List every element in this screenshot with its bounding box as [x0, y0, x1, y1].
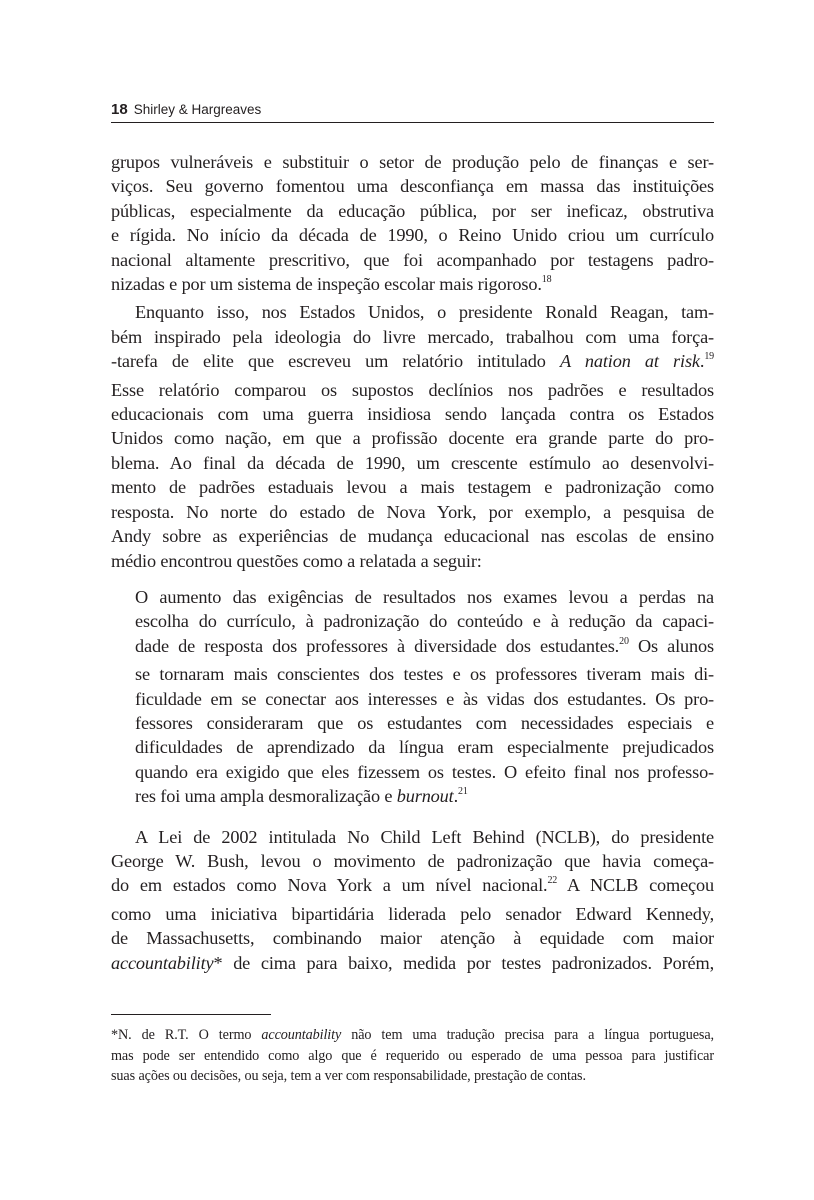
text-line: nacional altamente prescritivo, que foi acompanhado por testagens padro-: [111, 249, 714, 270]
text-fragment: .: [699, 351, 705, 372]
text-line: [111, 873, 714, 901]
text-line: como uma iniciativa bipartidária liderada pelo senador Edward Kennedy,: [111, 903, 714, 924]
text-fragment: -tarefa de elite que escreveu um relatório intitulado: [111, 351, 560, 372]
text-fragment: res foi uma ampla desmoralização e: [135, 786, 397, 807]
text-line: de Massachusetts, combinando maior atenção à equidade com maior: [111, 928, 714, 949]
text-line: [111, 951, 714, 975]
text-line: blema. Ao final da década de 1990, um crescente estímulo ao desenvolvi-: [111, 452, 714, 473]
running-head-authors: Shirley & Hargreaves: [133, 102, 262, 117]
footnote-ref-18: 18: [541, 274, 552, 286]
paragraph: [111, 825, 714, 975]
footnote-divider: [111, 1014, 271, 1015]
text-line: viços. Seu governo fomentou uma desconfiança em massa das instituições: [111, 176, 714, 197]
text-line: públicas, especialmente da educação pública, por ser ineficaz, obstrutiva: [111, 200, 714, 221]
page-number: 18: [111, 101, 128, 118]
emphasis: accountability: [111, 952, 214, 973]
text-fragment: *N. de R.T. O termo: [111, 1027, 262, 1043]
text-line: [111, 349, 714, 377]
text-line: Andy sobre as experiências de mudança educacional nas escolas de ensino: [111, 526, 714, 547]
text-line: George W. Bush, levou o movimento de padronização que havia começa-: [111, 850, 714, 871]
text-line: Esse relatório comparou os supostos declínios nos padrões e resultados: [111, 379, 714, 400]
paragraph: [111, 300, 714, 572]
text-fragment: * de cima para baixo, medida por testes padronizados. Porém,: [213, 952, 714, 973]
footnote-line: [111, 1025, 714, 1046]
quote-line: fessores consideraram que os estudantes com necessidades especiais e: [135, 712, 714, 733]
body-text: [111, 150, 714, 975]
text-fragment: A NCLB começou: [557, 875, 714, 896]
emphasis: burnout: [396, 786, 454, 807]
quote-line: [135, 784, 714, 812]
footnote-line: mas pode ser entendido como algo que é requerido ou esperado de uma pessoa para justificar: [111, 1047, 714, 1064]
footnote-ref-21: 21: [458, 786, 468, 798]
text-line: Enquanto isso, nos Estados Unidos, o presidente Ronald Reagan, tam-: [135, 302, 714, 323]
quote-line: O aumento das exigências de resultados nos exames levou a perdas na: [135, 586, 714, 607]
text-line: e rígida. No início da década de 1990, o Reino Unido criou um currículo: [111, 225, 714, 246]
footnote-ref-20: 20: [619, 635, 629, 647]
footnote: [111, 1025, 714, 1087]
text-fragment: Os alunos: [628, 635, 714, 656]
footnote-ref-19: 19: [704, 351, 715, 363]
quote-line: dificuldades de aprendizado da língua eram especialmente prejudicados: [135, 737, 714, 758]
text-fragment: não tem uma tradução precisa para a língua portuguesa,: [341, 1027, 714, 1043]
paragraph: [111, 150, 714, 300]
footnote-line: suas ações ou decisões, ou seja, tem a ver com responsabilidade, prestação de contas.: [111, 1068, 586, 1084]
quote-line: se tornaram mais conscientes dos testes e os professores tiveram mais di-: [135, 664, 714, 685]
quote-line: escolha do currículo, à padronização do conteúdo e à redução da capaci-: [135, 611, 714, 632]
text-line: grupos vulneráveis e substituir o setor de produção pelo de finanças e ser-: [111, 152, 714, 172]
text-line: Unidos como nação, em que a profissão docente era grande parte do pro-: [111, 428, 714, 449]
running-head: [111, 101, 714, 123]
text-fragment: dade de resposta dos professores à diversidade dos estudantes.: [135, 635, 620, 656]
text-line: bém inspirado pela ideologia do livre mercado, trabalhou com uma força-: [111, 326, 714, 347]
block-quote: [135, 585, 714, 813]
text-fragment: do em estados como Nova York a um nível nacional.: [111, 875, 548, 896]
text-line: educacionais com uma guerra insidiosa sendo lançada contra os Estados: [111, 404, 714, 425]
text-line: A Lei de 2002 intitulada No Child Left Behind (NCLB), do presidente: [135, 826, 714, 847]
report-title: A nation at risk: [559, 351, 700, 372]
footnote-ref-22: 22: [547, 875, 558, 887]
text-line: resposta. No norte do estado de Nova York, por exemplo, a pesquisa de: [111, 501, 714, 522]
text-line: médio encontrou questões como a relatada a seguir:: [111, 550, 482, 571]
text-line: [111, 272, 714, 300]
text-fragment: .: [453, 786, 459, 807]
quote-line: [135, 634, 714, 662]
text-line: mento de padrões estaduais levou a mais testagem e padronização como: [111, 477, 714, 498]
quote-line: ficuldade em se conectar aos interesses e às vidas dos estudantes. Os pro-: [135, 688, 714, 709]
text-fragment: nizadas e por um sistema de inspeção escolar mais rigoroso.: [111, 274, 542, 295]
quote-line: quando era exigido que eles fizessem os testes. O efeito final nos professo-: [135, 761, 714, 782]
emphasis: accountability: [261, 1027, 342, 1043]
